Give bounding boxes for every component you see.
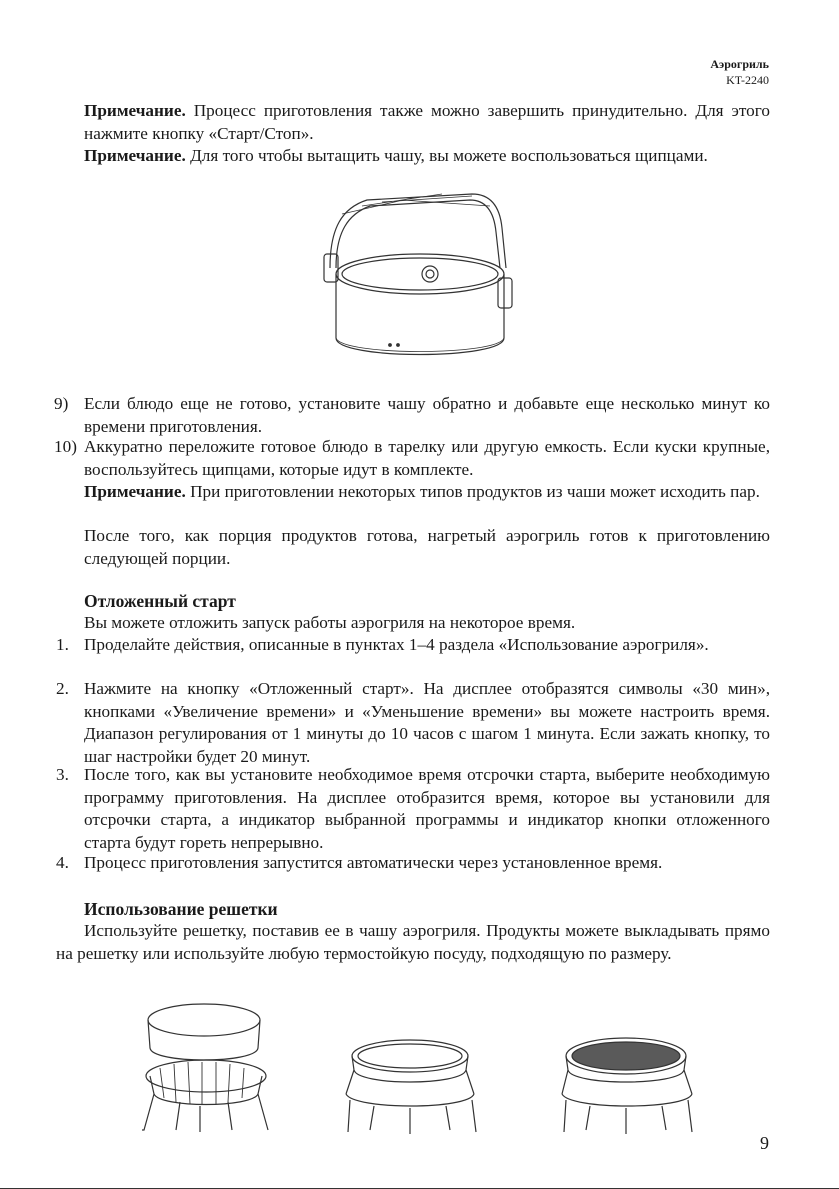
note-label: Примечание.	[84, 482, 186, 501]
note-steam	[84, 481, 770, 504]
note-label: Примечание.	[84, 146, 186, 165]
note-tongs	[84, 145, 770, 168]
page-number: 9	[760, 1133, 769, 1153]
delayed-start-intro: Вы можете отложить запуск работы аэрогриля на некоторое время.	[84, 613, 576, 632]
delayed-start-item-1: Проделайте действия, описанные в пунктах 1–4 раздела «Использование аэрогриля».	[84, 635, 709, 654]
bowl-with-handle-illustration	[322, 188, 518, 374]
running-header	[710, 56, 769, 88]
step-number: 10)	[54, 437, 77, 456]
bowl-on-rack-illustration	[140, 998, 270, 1133]
list-number: 2.	[56, 679, 69, 698]
after-portion-paragraph: После того, как порция продуктов готова, нагретый аэрогриль готов к приготовлению следующей порции.	[84, 526, 770, 568]
section-heading-rack: Использование решетки	[84, 899, 278, 919]
step-9: Если блюдо еще не готово, установите чашу обратно и добавьте еще несколько минут ко времени приготовления.	[84, 394, 770, 436]
list-number: 1.	[56, 635, 69, 654]
note-text: При приготовлении некоторых типов продуктов из чаши может исходить пар.	[185, 482, 760, 501]
note-text: Процесс приготовления также можно завершить принудительно. Для этого нажмите кнопку «Старт/Стоп».	[84, 101, 770, 143]
delayed-start-item-2: Нажмите на кнопку «Отложенный старт». На дисплее отобразятся символы «30 мин», кнопками «Увеличение времени» и «Уменьшение времени» вы можете настроить время. Диапазон регулирования от 1 минуты до 10 часов с шагом 1 минута. Если зажать кнопку, то шаг настройки будет 20 минут.	[84, 679, 770, 766]
step-number: 9)	[54, 394, 69, 413]
list-number: 4.	[56, 853, 69, 872]
list-number: 3.	[56, 765, 69, 784]
delayed-start-item-4: Процесс приготовления запустится автоматически через установленное время.	[84, 853, 663, 872]
header-product: Аэрогриль	[710, 57, 769, 71]
note-label: Примечание.	[84, 101, 186, 120]
section-heading-delayed-start: Отложенный старт	[84, 591, 236, 611]
note-force-stop	[84, 100, 770, 145]
header-model: KT-2240	[726, 73, 769, 87]
rack-with-ring-illustration	[344, 1030, 480, 1134]
rack-paragraph: Используйте решетку, поставив ее в чашу аэрогриля. Продукты можете выкладывать прямо на решетку или используйте любую термостойкую посуду, подходящую по размеру.	[56, 921, 770, 963]
step-10: Аккуратно переложите готовое блюдо в тарелку или другую емкость. Если куски крупные, воспользуйтесь щипцами, которые идут в комплекте.	[84, 437, 770, 479]
rack-with-plate-illustration	[560, 1026, 696, 1134]
note-text: Для того чтобы вытащить чашу, вы можете воспользоваться щипцами.	[185, 146, 708, 165]
delayed-start-item-3: После того, как вы установите необходимое время отсрочки старта, выберите необходимую программу приготовления. На дисплее отобразится время, которое вы установили для отсрочки старта, а индикатор выбранной программы и индикатор кнопки отложенного старта будут гореть непрерывно.	[84, 765, 770, 852]
